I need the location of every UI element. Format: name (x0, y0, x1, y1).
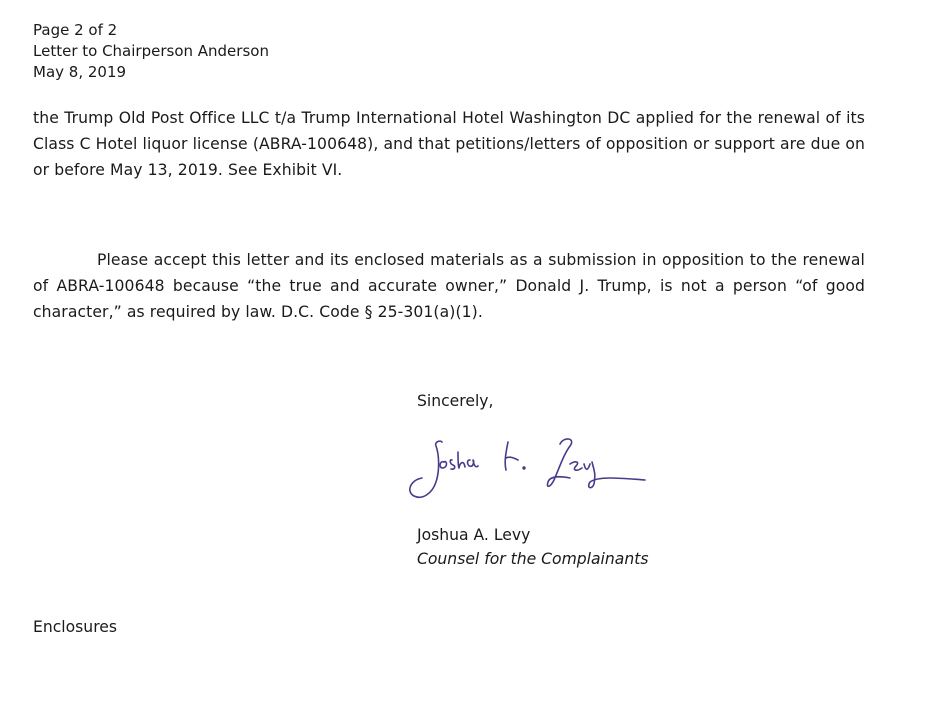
page-header (33, 20, 269, 83)
letter-date: May 8, 2019 (33, 63, 127, 81)
enclosures-label: Enclosures (33, 618, 117, 636)
signer-block (417, 523, 648, 571)
body-paragraph-1: the Trump Old Post Office LLC t/a Trump International Hotel Washington DC applied for the renewal of its Class C Hotel liquor license (ABRA-100648), and that petitions/letters of opposition or support are due on or before May 13, 2019. See Exhibit VI. (33, 109, 865, 179)
body-paragraph-2: Please accept this letter and its enclosed materials as a submission in opposition to the renewal of ABRA-100648 because “the true and accurate owner,” Donald J. Trump, is not a person “of good character,” as required by law. D.C. Code § 25-301(a)(1). (33, 251, 865, 321)
page-number: Page 2 of 2 (33, 21, 118, 39)
letter-recipient-line: Letter to Chairperson Anderson (33, 42, 269, 60)
signer-title: Counsel for the Complainants (417, 550, 649, 568)
signer-name: Joshua A. Levy (417, 526, 531, 544)
closing-salutation: Sincerely, (417, 392, 494, 410)
handwritten-signature (400, 430, 650, 520)
